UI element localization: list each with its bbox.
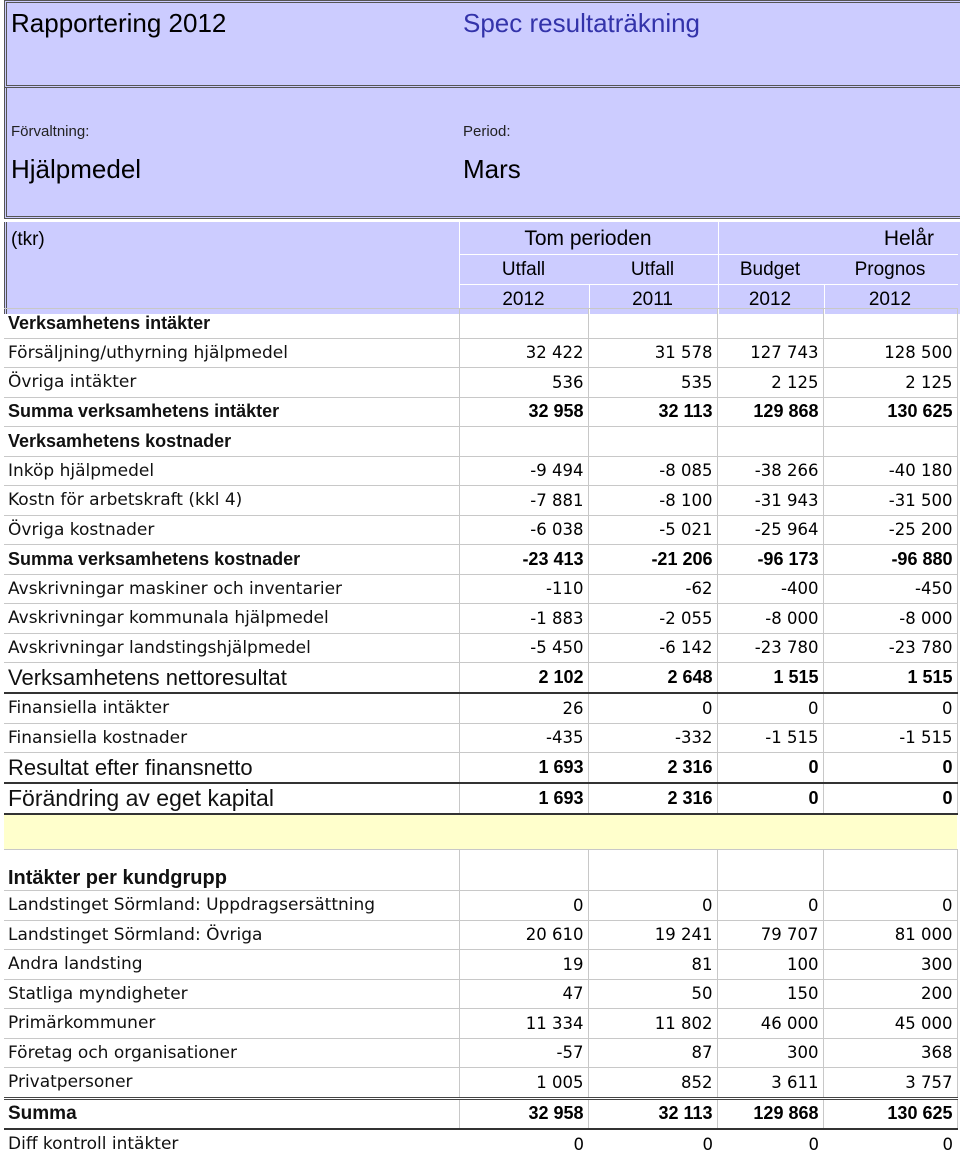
row-label: Verksamhetens kostnader bbox=[4, 427, 459, 457]
table-row bbox=[4, 753, 957, 784]
cell: -8 085 bbox=[588, 456, 717, 486]
cell: 50 bbox=[588, 979, 717, 1009]
cell: 19 bbox=[459, 950, 588, 980]
cell: 127 743 bbox=[717, 338, 823, 368]
cell: 150 bbox=[717, 979, 823, 1009]
row-label: Resultat efter finansnetto bbox=[4, 753, 459, 784]
row-label: Avskrivningar maskiner och inventarier bbox=[4, 574, 459, 604]
sheet-title: Spec resultaträkning bbox=[463, 8, 701, 38]
cell: -1 883 bbox=[459, 604, 588, 634]
cell: 2 125 bbox=[823, 368, 957, 398]
row-label: Verksamhetens intäkter bbox=[4, 309, 459, 339]
cell bbox=[717, 850, 823, 891]
cell: -23 780 bbox=[823, 633, 957, 663]
cell: -400 bbox=[717, 574, 823, 604]
cell: -9 494 bbox=[459, 456, 588, 486]
col-year-1: 2012 bbox=[502, 289, 545, 310]
separator-cell bbox=[717, 814, 823, 850]
cell: -8 100 bbox=[588, 486, 717, 516]
cell: -31 500 bbox=[823, 486, 957, 516]
cell: 0 bbox=[823, 693, 957, 723]
col-type-2: Utfall bbox=[630, 259, 675, 280]
table-row bbox=[4, 783, 957, 814]
cell: 1 005 bbox=[459, 1068, 588, 1099]
period-value: Mars bbox=[463, 154, 521, 184]
cell: 1 693 bbox=[459, 753, 588, 784]
cell: 3 757 bbox=[823, 1068, 957, 1099]
row-label: Summa verksamhetens intäkter bbox=[4, 397, 459, 427]
cell: 11 334 bbox=[459, 1009, 588, 1039]
cell: 0 bbox=[823, 783, 957, 814]
row-label: Verksamhetens nettoresultat bbox=[4, 663, 459, 694]
cell: -332 bbox=[588, 723, 717, 753]
cell: 0 bbox=[588, 891, 717, 921]
cell bbox=[588, 427, 717, 457]
row-label: Företag och organisationer bbox=[4, 1038, 459, 1068]
cell: -23 413 bbox=[459, 545, 588, 575]
cell: 0 bbox=[717, 753, 823, 784]
cell: 2 125 bbox=[717, 368, 823, 398]
cell: -1 515 bbox=[823, 723, 957, 753]
group-tom-perioden: Tom perioden bbox=[524, 227, 652, 250]
table-row bbox=[4, 515, 957, 545]
cell bbox=[717, 427, 823, 457]
section-header-row bbox=[4, 850, 957, 891]
cell bbox=[588, 309, 717, 339]
cell: 0 bbox=[823, 753, 957, 784]
cell: 79 707 bbox=[717, 920, 823, 950]
cell: -6 038 bbox=[459, 515, 588, 545]
row-label: Summa verksamhetens kostnader bbox=[4, 545, 459, 575]
table-row bbox=[4, 456, 957, 486]
row-label: Finansiella kostnader bbox=[4, 723, 459, 753]
cell: 0 bbox=[808, 1134, 819, 1154]
table-row bbox=[4, 1038, 957, 1068]
row-label: Övriga kostnader bbox=[4, 515, 459, 545]
table-row bbox=[4, 309, 957, 339]
table-row bbox=[4, 663, 957, 694]
table-row bbox=[4, 920, 957, 950]
cell: 32 958 bbox=[459, 397, 588, 427]
table-row bbox=[4, 1009, 957, 1039]
cell: -2 055 bbox=[588, 604, 717, 634]
row-label: Finansiella intäkter bbox=[4, 693, 459, 723]
cell: 81 bbox=[588, 950, 717, 980]
cell: -96 880 bbox=[823, 545, 957, 575]
cell: 31 578 bbox=[588, 338, 717, 368]
cell bbox=[459, 427, 588, 457]
cell: -1 515 bbox=[717, 723, 823, 753]
cell: 45 000 bbox=[823, 1009, 957, 1039]
cell: 535 bbox=[588, 368, 717, 398]
cell: 20 610 bbox=[459, 920, 588, 950]
cell bbox=[588, 850, 717, 891]
cell: -8 000 bbox=[717, 604, 823, 634]
cell: -450 bbox=[823, 574, 957, 604]
cell: -96 173 bbox=[717, 545, 823, 575]
group-helar: Helår bbox=[883, 227, 934, 250]
cell: 1 515 bbox=[823, 663, 957, 694]
row-label: Försäljning/uthyrning hjälpmedel bbox=[4, 338, 459, 368]
cell: -5 450 bbox=[459, 633, 588, 663]
cell bbox=[823, 427, 957, 457]
cell bbox=[823, 850, 957, 891]
cell: 3 611 bbox=[717, 1068, 823, 1099]
row-label: Förändring av eget kapital bbox=[4, 783, 459, 814]
cell: 32 113 bbox=[588, 397, 717, 427]
cell: 0 bbox=[588, 693, 717, 723]
cell: 26 bbox=[459, 693, 588, 723]
separator-row bbox=[4, 814, 957, 850]
cell: -8 000 bbox=[823, 604, 957, 634]
cell: 19 241 bbox=[588, 920, 717, 950]
row-label: Summa bbox=[4, 1098, 459, 1129]
row-label: Avskrivningar kommunala hjälpmedel bbox=[4, 604, 459, 634]
row-label: Avskrivningar landstingshjälpmedel bbox=[4, 633, 459, 663]
separator-cell bbox=[459, 814, 588, 850]
cell: 32 958 bbox=[459, 1098, 588, 1129]
report-title: Rapportering 2012 bbox=[11, 8, 227, 38]
cell bbox=[459, 309, 588, 339]
col-type-4: Prognos bbox=[854, 259, 926, 280]
cell: 32 113 bbox=[588, 1098, 717, 1129]
col-year-2: 2011 bbox=[632, 289, 673, 310]
cell: -21 206 bbox=[588, 545, 717, 575]
table-row bbox=[4, 1129, 957, 1159]
cell: 47 bbox=[459, 979, 588, 1009]
unit-label: (tkr) bbox=[11, 229, 45, 250]
row-label: Landstinget Sörmland: Uppdragsersättning bbox=[4, 891, 459, 921]
admin-label: Förvaltning: bbox=[11, 123, 90, 140]
table-row bbox=[4, 574, 957, 604]
income-statement-table bbox=[4, 308, 958, 1159]
cell: 852 bbox=[588, 1068, 717, 1099]
table-row bbox=[4, 979, 957, 1009]
cell: 11 802 bbox=[588, 1009, 717, 1039]
row-label: Privatpersoner bbox=[4, 1068, 459, 1099]
cell: 130 625 bbox=[823, 397, 957, 427]
cell: 87 bbox=[588, 1038, 717, 1068]
col-year-4: 2012 bbox=[868, 289, 912, 310]
separator-cell bbox=[588, 814, 717, 850]
col-type-3: Budget bbox=[739, 259, 801, 280]
col-year-3: 2012 bbox=[748, 289, 792, 310]
cell: 128 500 bbox=[823, 338, 957, 368]
cell: -6 142 bbox=[588, 633, 717, 663]
table-row bbox=[4, 545, 957, 575]
statement-body bbox=[4, 309, 957, 1159]
cell: 2 316 bbox=[588, 783, 717, 814]
cell: -25 964 bbox=[717, 515, 823, 545]
cell: -40 180 bbox=[823, 456, 957, 486]
cell: -25 200 bbox=[823, 515, 957, 545]
cell: 0 bbox=[717, 693, 823, 723]
cell: -7 881 bbox=[459, 486, 588, 516]
table-row bbox=[4, 368, 957, 398]
row-label: Primärkommuner bbox=[4, 1009, 459, 1039]
cell: 2 316 bbox=[588, 753, 717, 784]
row-label: Kostn för arbetskraft (kkl 4) bbox=[4, 486, 459, 516]
cell: 200 bbox=[823, 979, 957, 1009]
cell: 300 bbox=[717, 1038, 823, 1068]
row-label: Övriga intäkter bbox=[4, 368, 459, 398]
cell: 32 422 bbox=[459, 338, 588, 368]
separator-cell bbox=[4, 814, 459, 850]
cell: -62 bbox=[588, 574, 717, 604]
cell: 0 bbox=[573, 1134, 584, 1154]
table-row bbox=[4, 338, 957, 368]
table-row bbox=[4, 1068, 957, 1099]
cell: -23 780 bbox=[717, 633, 823, 663]
table-row bbox=[4, 1098, 957, 1129]
row-label: Andra landsting bbox=[4, 950, 459, 980]
cell: 0 bbox=[717, 891, 823, 921]
cell: 0 bbox=[823, 891, 957, 921]
cell: 0 bbox=[717, 783, 823, 814]
cell: 368 bbox=[823, 1038, 957, 1068]
cell bbox=[717, 309, 823, 339]
table-row bbox=[4, 891, 957, 921]
cell: 0 bbox=[942, 1134, 953, 1154]
period-label: Period: bbox=[463, 123, 511, 140]
row-label: Statliga myndigheter bbox=[4, 979, 459, 1009]
table-row bbox=[4, 427, 957, 457]
cell: 2 102 bbox=[459, 663, 588, 694]
cell: -110 bbox=[459, 574, 588, 604]
cell: 0 bbox=[459, 891, 588, 921]
cell: 130 625 bbox=[823, 1098, 957, 1129]
separator-cell bbox=[823, 814, 957, 850]
table-row bbox=[4, 604, 957, 634]
table-row bbox=[4, 633, 957, 663]
cell: 129 868 bbox=[717, 1098, 823, 1129]
row-label: Diff kontroll intäkter bbox=[8, 1134, 179, 1155]
cell: -5 021 bbox=[588, 515, 717, 545]
cell: 100 bbox=[717, 950, 823, 980]
table-row bbox=[4, 723, 957, 753]
header-line-2 bbox=[460, 284, 958, 285]
row-label: Landstinget Sörmland: Övriga bbox=[4, 920, 459, 950]
admin-value: Hjälpmedel bbox=[11, 154, 142, 184]
cell: 2 648 bbox=[588, 663, 717, 694]
cell: 0 bbox=[702, 1134, 713, 1154]
cell: 1 693 bbox=[459, 783, 588, 814]
table-row bbox=[4, 397, 957, 427]
cell: 129 868 bbox=[717, 397, 823, 427]
row-label: Inköp hjälpmedel bbox=[4, 456, 459, 486]
cell: -31 943 bbox=[717, 486, 823, 516]
table-row bbox=[4, 693, 957, 723]
table-row bbox=[4, 486, 957, 516]
cell: 81 000 bbox=[823, 920, 957, 950]
cell: 536 bbox=[459, 368, 588, 398]
cell: -38 266 bbox=[717, 456, 823, 486]
col-type-1: Utfall bbox=[501, 259, 546, 280]
cell bbox=[459, 850, 588, 891]
cell: -435 bbox=[459, 723, 588, 753]
cell: 1 515 bbox=[717, 663, 823, 694]
table-row bbox=[4, 950, 957, 980]
header-line-1 bbox=[460, 254, 958, 255]
cell: 300 bbox=[823, 950, 957, 980]
cell: -57 bbox=[459, 1038, 588, 1068]
cell: 46 000 bbox=[717, 1009, 823, 1039]
customer-section-title: Intäkter per kundgrupp bbox=[4, 850, 459, 891]
cell bbox=[823, 309, 957, 339]
